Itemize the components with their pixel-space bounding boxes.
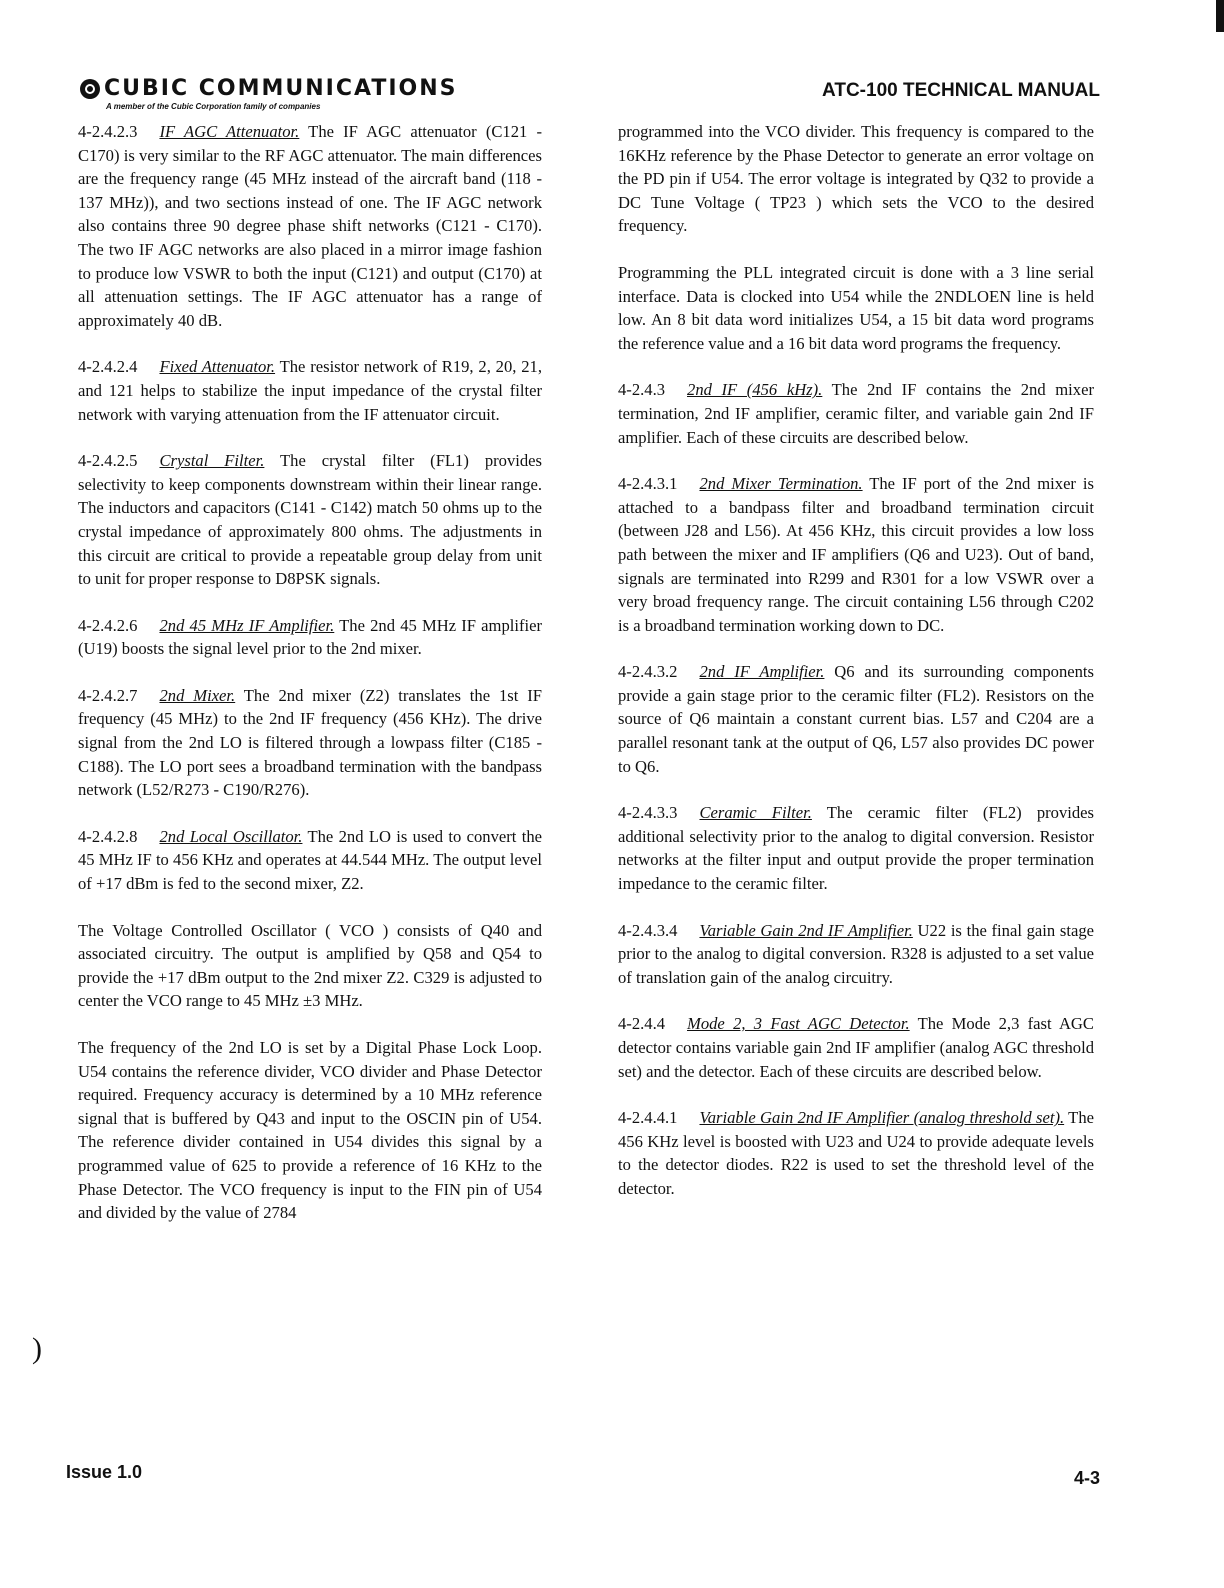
section-number: 4-2.4.3.1 (618, 474, 678, 494)
section-number: 4-2.4.2.8 (78, 826, 138, 846)
section-number: 4-2.4.4.1 (618, 1108, 678, 1128)
section-heading: 2nd 45 MHz IF Amplifier. (159, 615, 335, 635)
section-number: 4-2.4.3.4 (618, 920, 678, 940)
section-heading: Variable Gain 2nd IF Amplifier (analog threshold set). (699, 1108, 1065, 1128)
paragraph (618, 1106, 1094, 1200)
section-heading: Fixed Attenuator. (159, 357, 276, 377)
section-text: The crystal filter (FL1) provides selectivity to keep components downstream within their linear range. The inductors and capacitors (C141 - C142) match 50 ohms up to the crystal impedance of approximately 800 ohms. The adjustments in this circuit are critical to provide a repeatable group delay from unit to unit for proper response to D8PSK signals. (78, 451, 542, 589)
section-heading: 2nd Mixer Termination. (699, 474, 863, 494)
section-heading: Ceramic Filter. (699, 803, 812, 823)
paragraph (618, 801, 1094, 895)
section-text: The 456 KHz level is boosted with U23 and U24 to provide adequate levels to the detector diodes. R22 is used to set the threshold level of the detector. (618, 1108, 1094, 1198)
paragraph (618, 1012, 1094, 1083)
brand-name: CUBIC COMMUNICATIONS (104, 76, 458, 101)
section-heading: 2nd Local Oscillator. (159, 826, 303, 846)
section-text: The frequency of the 2nd LO is set by a Digital Phase Lock Loop. U54 contains the reference divider, VCO divider and Phase Detector required. Frequency accuracy is determined by a 10 MHz reference signal that is buffered by Q43 and input to the OSCIN pin of U54. The reference divider contained in U54 divides this signal by a programmed value of 625 to provide a reference of 16 KHz to the Phase Detector. The VCO frequency is input to the FIN pin of U54 and divided by the value of 2784 (78, 1038, 542, 1223)
scan-edge-mark (1216, 0, 1224, 32)
cubic-logo-icon (80, 79, 100, 99)
section-text: The IF AGC attenuator (C121 - C170) is very similar to the RF AGC attenuator. The main differences are the frequency range (45 MHz instead of the aircraft band (118 - 137 MHz)), and two sections instead of one. The IF AGC network also contains three 90 degree phase shift networks (C121 - C170). The two IF AGC networks are also placed in a mirror image fashion to produce low VSWR to both the input (C121) and output (C170) at all attenuation settings. The IF AGC attenuator has a range of approximately 40 dB. (78, 122, 542, 330)
section-number: 4-2.4.4 (618, 1014, 666, 1034)
paragraph (78, 919, 542, 1013)
right-column (618, 120, 1094, 1224)
section-number: 4-2.4.3.3 (618, 803, 678, 823)
section-heading: 2nd IF Amplifier. (699, 662, 825, 682)
section-text: Programming the PLL integrated circuit is done with a 3 line serial interface. Data is clocked into U54 while the 2NDLOEN line is held low. An 8 bit data word initializes U54, a 15 bit data word programs the reference value and a 16 bit data word programs the frequency. (618, 262, 1094, 353)
section-text: The 2nd 45 MHz IF amplifier (U19) boosts the signal level prior to the 2nd mixer. (78, 615, 542, 659)
section-text: The Mode 2,3 fast AGC detector contains variable gain 2nd IF amplifier (analog AGC threshold set) and the detector. Each of these circuits are described below. (618, 1014, 1094, 1081)
section-text: The 2nd IF contains the 2nd mixer termination, 2nd IF amplifier, ceramic filter, and variable gain 2nd IF amplifier. Each of these circuits are described below. (618, 380, 1094, 447)
section-text: programmed into the VCO divider. This frequency is compared to the 16KHz reference by the Phase Detector to generate an error voltage on the PD pin if U54. The error voltage is integrated by Q32 to provide a DC Tune Voltage ( TP23 ) which sets the VCO to the desired frequency. (618, 122, 1094, 236)
section-number: 4-2.4.2.5 (78, 451, 138, 471)
paragraph (618, 120, 1094, 238)
paragraph (78, 614, 542, 661)
section-text: The ceramic filter (FL2) provides additional selectivity prior to the analog to digital conversion. Resistor networks at the filter input and output provide the proper termination impedance to the ceramic filter. (618, 803, 1094, 894)
section-number: 4-2.4.2.6 (78, 615, 138, 635)
paragraph (618, 378, 1094, 449)
section-number: 4-2.4.2.7 (78, 685, 138, 705)
section-heading: Mode 2, 3 Fast AGC Detector. (687, 1014, 910, 1034)
section-text: The 2nd LO is used to convert the 45 MHz IF to 456 KHz and operates at 44.544 MHz. The output level of +17 dBm is fed to the second mixer, Z2. (78, 826, 543, 894)
section-heading: Variable Gain 2nd IF Amplifier. (699, 920, 913, 940)
paragraph (78, 684, 542, 802)
paragraph (618, 261, 1094, 355)
footer-issue: Issue 1.0 (66, 1462, 143, 1482)
paragraph (618, 660, 1094, 778)
paragraph (78, 355, 542, 426)
manual-title: ATC-100 TECHNICAL MANUAL (822, 80, 1100, 101)
section-heading: 2nd IF (456 kHz). (687, 380, 823, 400)
section-text: The 2nd mixer (Z2) translates the 1st IF frequency (45 MHz) to the 2nd IF frequency (456 KHz). The drive signal from the 2nd LO is filtered through a lowpass filter (C185 - C188). The LO port sees a broadband termination with the bandpass network (L52/R273 - C190/R276). (78, 685, 542, 800)
section-heading: IF AGC Attenuator. (159, 122, 300, 141)
section-text: The resistor network of R19, 2, 20, 21, and 121 helps to stabilize the input impedance of the crystal filter network with varying attenuation from the IF attenuator circuit. (78, 357, 542, 424)
section-number: 4-2.4.3.2 (618, 662, 678, 682)
paragraph (78, 825, 542, 896)
paragraph (78, 1036, 542, 1225)
section-heading: Crystal Filter. (159, 451, 265, 471)
section-number: 4-2.4.3 (618, 380, 666, 400)
section-text: U22 is the final gain stage prior to the analog to digital conversion. R328 is adjusted to a set value of translation gain of the analog circuitry. (618, 920, 1094, 987)
brand-logo (80, 78, 457, 111)
margin-bracket-mark: ) (32, 1332, 42, 1365)
page-number: 4-3 (1073, 1468, 1100, 1488)
section-number: 4-2.4.2.4 (78, 357, 138, 377)
paragraph (618, 919, 1094, 990)
section-heading: 2nd Mixer. (159, 685, 236, 705)
section-number: 4-2.4.2.3 (78, 122, 138, 141)
paragraph (78, 120, 542, 332)
paragraph (78, 449, 542, 591)
paragraph (618, 472, 1094, 637)
brand-tagline: A member of the Cubic Corporation family of companies (106, 102, 321, 111)
section-text: Q6 and its surrounding components provide a gain stage prior to the ceramic filter (FL2). Resistors on the source of Q6 maintain a constant current bias. L57 and C204 are a parallel resonant tank at the output of Q6, L57 also provides DC power to Q6. (618, 662, 1094, 776)
section-text: The Voltage Controlled Oscillator ( VCO ) consists of Q40 and associated circuitry. The output is amplified by Q58 and Q54 to provide the +17 dBm output to the 2nd mixer Z2. C329 is adjusted to center the VCO range to 45 MHz ±3 MHz. (78, 920, 542, 1011)
left-column (78, 120, 542, 1248)
section-text: The IF port of the 2nd mixer is attached to a bandpass filter and broadband termination circuit (between J28 and L56). At 456 KHz, this circuit provides a low loss path between the mixer and IF amplifiers (Q6 and U23). Out of band, signals are terminated into R299 and R301 for a low VSWR over a very broad frequency range. The circuit containing L56 through C202 is a broadband termination working down to DC. (618, 474, 1094, 635)
